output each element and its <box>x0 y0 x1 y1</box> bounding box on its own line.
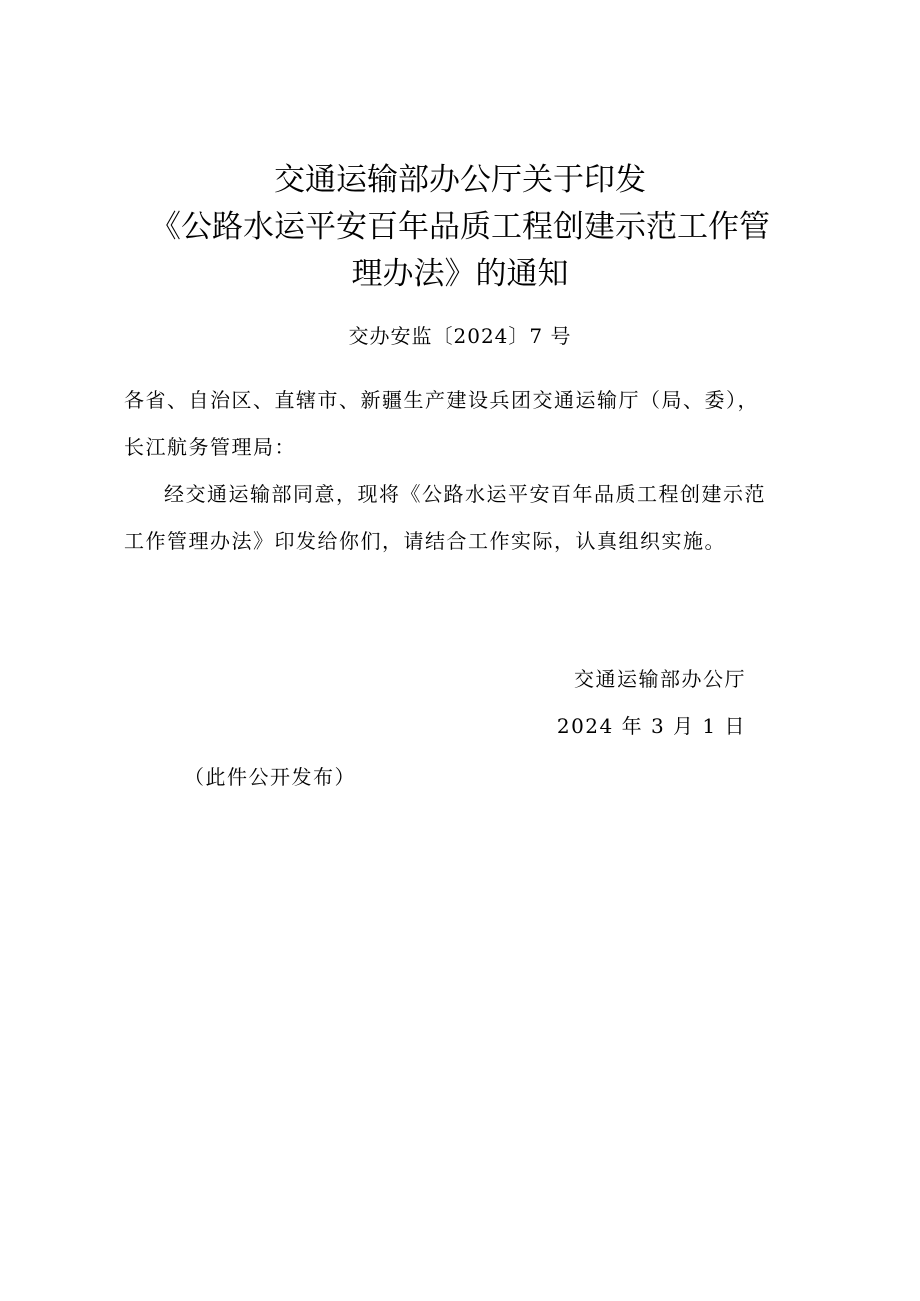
document-title-line-1: 交通运输部办公厅关于印发 <box>274 162 646 198</box>
document-title-line-3: 理办法》的通知 <box>351 256 569 292</box>
issuer-signature: 交通运输部办公厅 <box>574 667 746 691</box>
issue-date: 2024 年 3 月 1 日 <box>556 714 746 738</box>
body-text-line-2: 工作管理办法》印发给你们，请结合工作实际，认真组织实施。 <box>124 529 726 553</box>
document-number: 交办安监〔2024〕7 号 <box>348 324 572 348</box>
publication-note: （此件公开发布） <box>184 765 356 789</box>
document-title-line-2: 《公路水运平安百年品质工程创建示范工作管 <box>150 209 770 245</box>
recipients-line-2: 长江航务管理局： <box>124 435 296 459</box>
recipients-line-1: 各省、自治区、直辖市、新疆生产建设兵团交通运输厅（局、委）， <box>124 388 759 412</box>
body-text-line-1: 经交通运输部同意，现将《公路水运平安百年品质工程创建示范 <box>164 482 766 506</box>
